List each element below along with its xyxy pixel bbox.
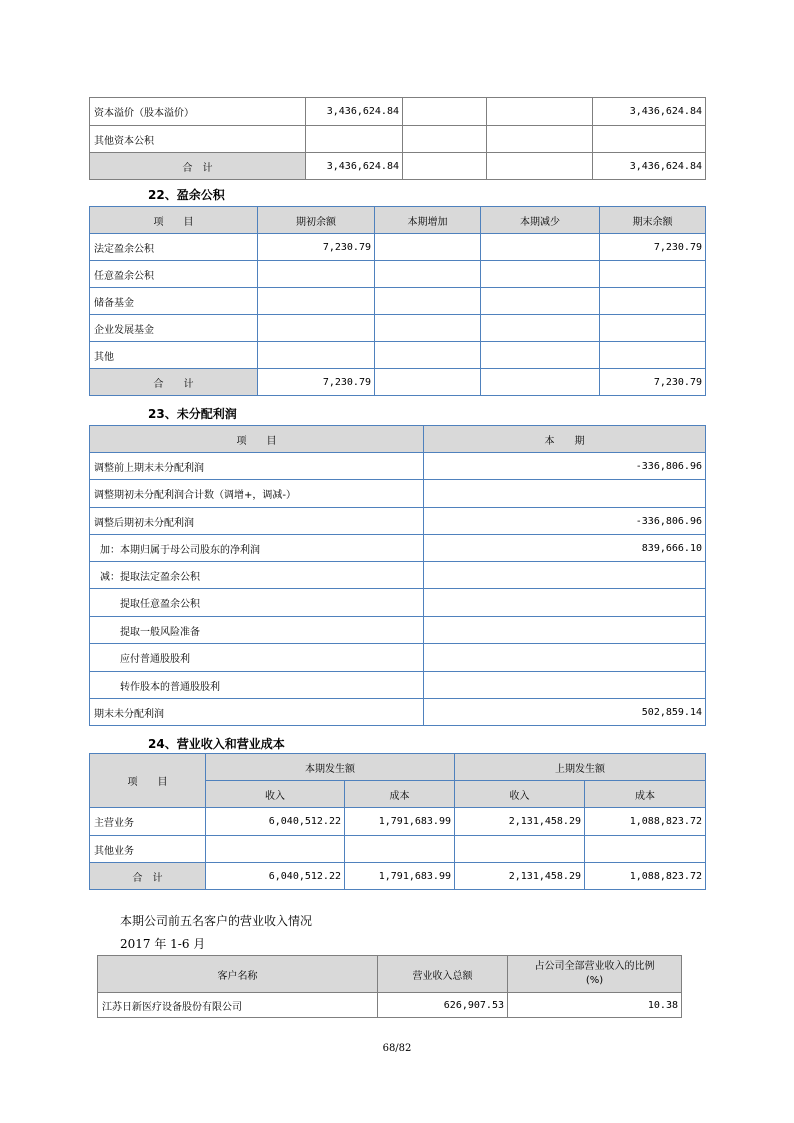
customer-ratio: 10.38 — [508, 993, 682, 1018]
row-label: 储备基金 — [90, 288, 258, 315]
decrease-value — [481, 369, 600, 396]
row-label: 主营业务 — [90, 808, 206, 836]
table-row — [90, 672, 706, 699]
table-header-row — [90, 426, 706, 453]
total-row — [90, 863, 706, 890]
current-income: 6,040,512.22 — [206, 863, 345, 890]
decrease-value — [481, 234, 600, 261]
column-header-ratio — [508, 956, 682, 993]
row-label: 法定盈余公积 — [90, 234, 258, 261]
table-row — [90, 98, 706, 126]
decrease-value — [487, 98, 593, 126]
column-header-customer: 客户名称 — [98, 956, 378, 993]
closing-value — [600, 288, 706, 315]
row-label: 加：本期归属于母公司股东的净利润 — [90, 535, 424, 562]
ratio-header-line2: (%) — [585, 975, 604, 986]
row-label: 资本溢价（股本溢价） — [90, 98, 306, 126]
current-value: 502,859.14 — [424, 699, 706, 726]
current-value — [424, 672, 706, 699]
current-value: -336,806.96 — [424, 508, 706, 535]
increase-value — [375, 234, 481, 261]
table-header-row — [90, 754, 706, 781]
closing-value — [593, 126, 706, 153]
undistributed-profit-table — [89, 425, 706, 726]
table-row — [90, 644, 706, 672]
section-heading-24: 24、营业收入和营业成本 — [148, 737, 285, 751]
column-header: 本期减少 — [481, 207, 600, 234]
surplus-reserve-table — [89, 206, 706, 396]
opening-value: 7,230.79 — [258, 369, 375, 396]
row-label: 其他业务 — [90, 836, 206, 863]
table-row — [90, 808, 706, 836]
table-row — [90, 617, 706, 644]
row-label: 企业发展基金 — [90, 315, 258, 342]
table-row — [90, 261, 706, 288]
customer-name: 江苏日新医疗设备股份有限公司 — [98, 993, 378, 1018]
current-value — [424, 480, 706, 508]
section-heading-22: 22、盈余公积 — [148, 188, 225, 202]
current-cost: 1,791,683.99 — [345, 863, 455, 890]
table-header-row — [98, 956, 682, 993]
top-customers-period: 2017 年 1-6 月 — [120, 937, 206, 951]
opening-value: 3,436,624.84 — [306, 153, 403, 180]
column-header: 本期增加 — [375, 207, 481, 234]
opening-value — [306, 126, 403, 153]
closing-value — [600, 261, 706, 288]
row-label: 其他资本公积 — [90, 126, 306, 153]
top-customers-table — [97, 955, 682, 1018]
row-label: 减：提取法定盈余公积 — [90, 562, 424, 589]
row-label: 调整后期初未分配利润 — [90, 508, 424, 535]
row-label: 转作股本的普通股股利 — [90, 672, 424, 699]
increase-value — [375, 342, 481, 369]
row-label: 调整前上期末未分配利润 — [90, 453, 424, 480]
closing-value — [600, 342, 706, 369]
increase-value — [375, 315, 481, 342]
column-header: 项 目 — [90, 207, 258, 234]
column-header: 本 期 — [424, 426, 706, 453]
decrease-value — [481, 342, 600, 369]
increase-value — [375, 261, 481, 288]
subheader-income: 收入 — [455, 781, 585, 808]
current-value: 839,666.10 — [424, 535, 706, 562]
closing-value: 3,436,624.84 — [593, 98, 706, 126]
row-label: 调整期初未分配利润合计数（调增+，调减-） — [90, 480, 424, 508]
current-cost — [345, 836, 455, 863]
opening-value: 3,436,624.84 — [306, 98, 403, 126]
previous-income: 2,131,458.29 — [455, 863, 585, 890]
closing-value — [600, 315, 706, 342]
column-header-current: 本期发生额 — [206, 754, 455, 781]
decrease-value — [481, 261, 600, 288]
increase-value — [403, 126, 487, 153]
table-row — [90, 315, 706, 342]
table-row — [90, 589, 706, 617]
increase-value — [403, 153, 487, 180]
current-value — [424, 562, 706, 589]
column-header-item: 项 目 — [90, 754, 206, 808]
table-row — [90, 535, 706, 562]
previous-income: 2,131,458.29 — [455, 808, 585, 836]
column-header: 项 目 — [90, 426, 424, 453]
opening-value: 7,230.79 — [258, 234, 375, 261]
table-row — [90, 288, 706, 315]
current-value — [424, 589, 706, 617]
closing-value: 7,230.79 — [600, 234, 706, 261]
table-row — [98, 993, 682, 1018]
table-row — [90, 480, 706, 508]
page-number: 68/82 — [382, 1043, 412, 1054]
opening-value — [258, 315, 375, 342]
table-row — [90, 342, 706, 369]
increase-value — [375, 369, 481, 396]
increase-value — [375, 288, 481, 315]
table-row — [90, 699, 706, 726]
row-label: 其他 — [90, 342, 258, 369]
decrease-value — [481, 288, 600, 315]
current-value: -336,806.96 — [424, 453, 706, 480]
decrease-value — [487, 153, 593, 180]
previous-cost — [585, 836, 706, 863]
table-row — [90, 836, 706, 863]
subheader-cost: 成本 — [585, 781, 706, 808]
closing-value: 3,436,624.84 — [593, 153, 706, 180]
row-label: 期末未分配利润 — [90, 699, 424, 726]
row-label: 任意盈余公积 — [90, 261, 258, 288]
total-row — [90, 369, 706, 396]
subheader-income: 收入 — [206, 781, 345, 808]
revenue-cost-table — [89, 753, 706, 890]
row-label: 提取任意盈余公积 — [90, 589, 424, 617]
ratio-header-line1: 占公司全部营业收入的比例 — [534, 961, 655, 972]
decrease-value — [487, 126, 593, 153]
customer-amount: 626,907.53 — [378, 993, 508, 1018]
row-label: 提取一般风险准备 — [90, 617, 424, 644]
total-label: 合 计 — [90, 369, 258, 396]
current-cost: 1,791,683.99 — [345, 808, 455, 836]
table-row — [90, 126, 706, 153]
column-header-previous: 上期发生额 — [455, 754, 706, 781]
opening-value — [258, 342, 375, 369]
current-value — [424, 617, 706, 644]
total-label: 合 计 — [90, 153, 306, 180]
top-customers-intro: 本期公司前五名客户的营业收入情况 — [120, 914, 313, 928]
table-row — [90, 562, 706, 589]
total-row — [90, 153, 706, 180]
total-label: 合 计 — [90, 863, 206, 890]
table-header-row — [90, 207, 706, 234]
table-row — [90, 453, 706, 480]
previous-cost: 1,088,823.72 — [585, 808, 706, 836]
opening-value — [258, 261, 375, 288]
capital-reserve-table — [89, 97, 706, 180]
opening-value — [258, 288, 375, 315]
table-row — [90, 234, 706, 261]
previous-cost: 1,088,823.72 — [585, 863, 706, 890]
increase-value — [403, 98, 487, 126]
previous-income — [455, 836, 585, 863]
current-income: 6,040,512.22 — [206, 808, 345, 836]
subheader-cost: 成本 — [345, 781, 455, 808]
closing-value: 7,230.79 — [600, 369, 706, 396]
row-label: 应付普通股股利 — [90, 644, 424, 672]
column-header-amount: 营业收入总额 — [378, 956, 508, 993]
current-value — [424, 644, 706, 672]
section-heading-23: 23、未分配利润 — [148, 407, 237, 421]
column-header: 期末余额 — [600, 207, 706, 234]
table-row — [90, 508, 706, 535]
decrease-value — [481, 315, 600, 342]
column-header: 期初余额 — [258, 207, 375, 234]
current-income — [206, 836, 345, 863]
